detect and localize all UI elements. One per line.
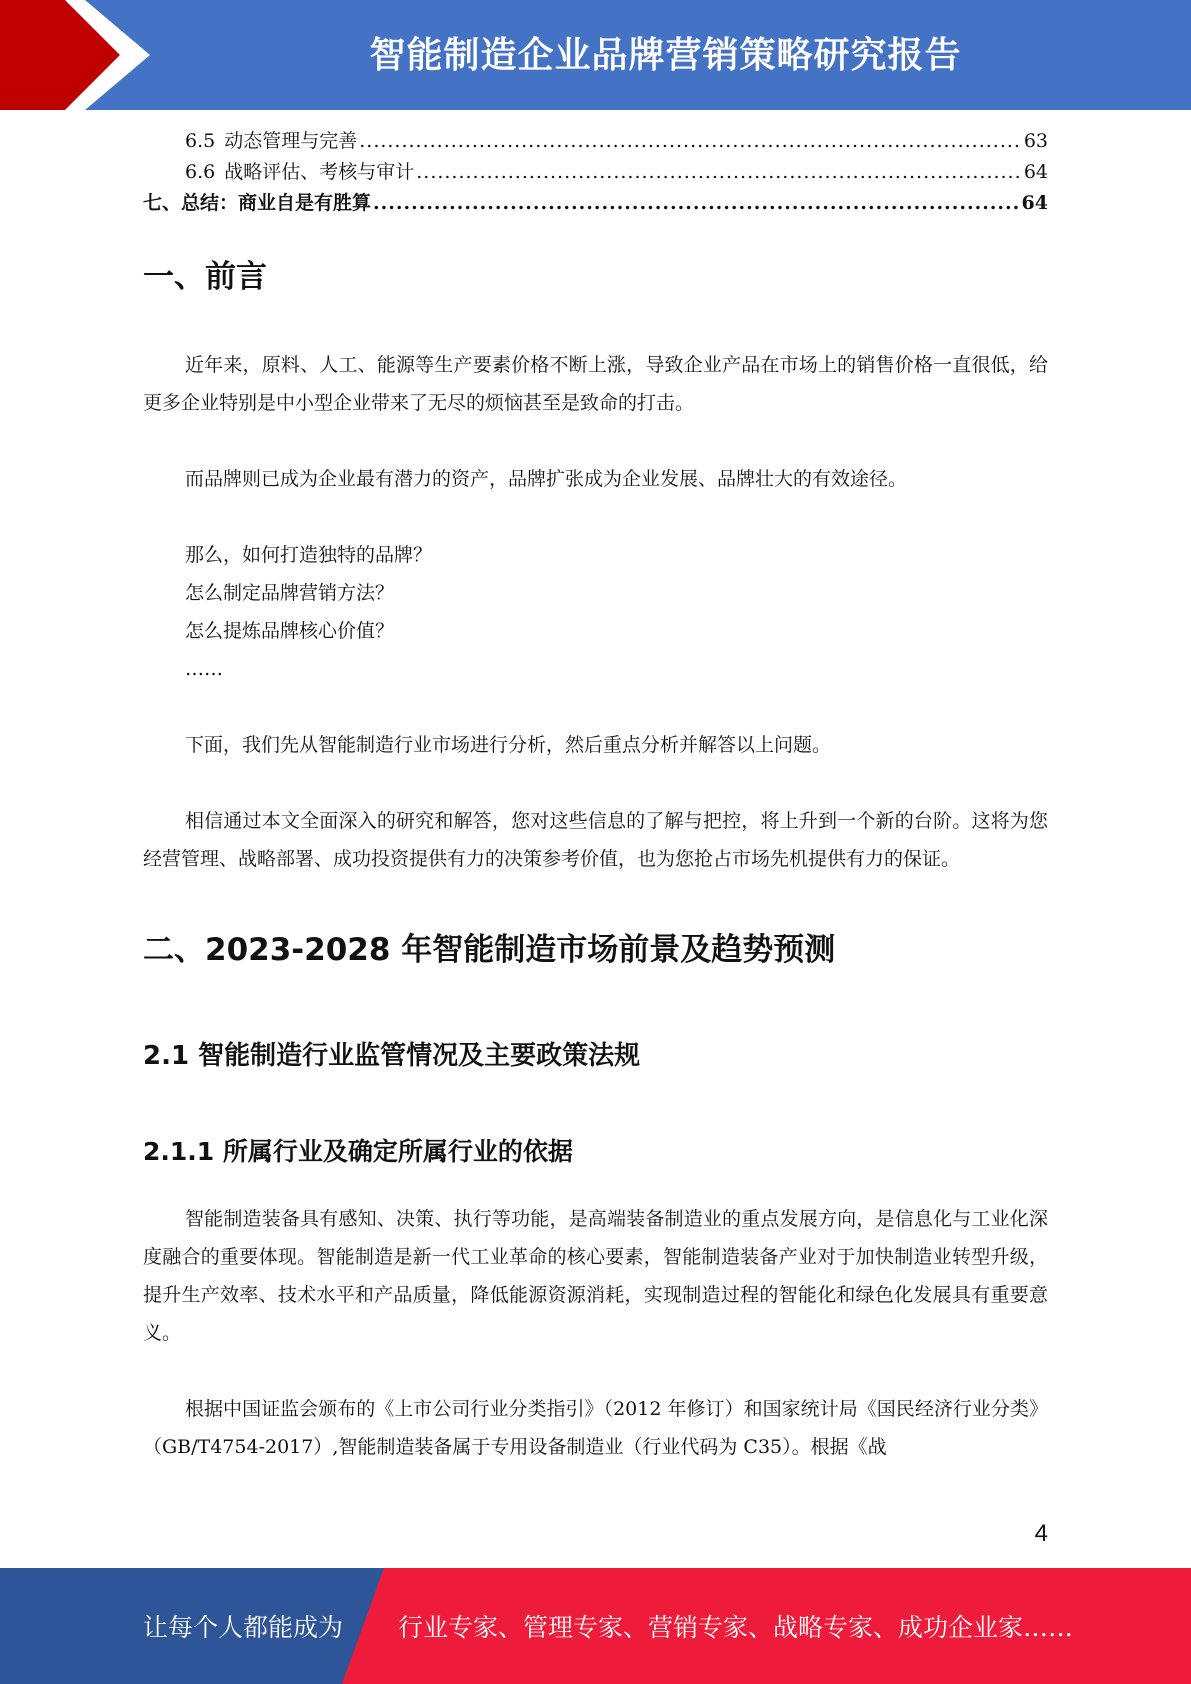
toc-entry-number: 6.5 bbox=[185, 130, 216, 152]
question-item: 怎么制定品牌营销方法？ bbox=[185, 582, 395, 604]
toc-entry[interactable] bbox=[143, 188, 1048, 219]
paragraph: 近年来，原料、人工、能源等生产要素价格不断上涨，导致企业产品在市场上的销售价格一直很低，给更多企业特别是中小型企业带来了无尽的烦恼甚至是致命的打击。 bbox=[143, 354, 1048, 414]
toc-entry-text: 七、总结：商业自是有胜算 bbox=[143, 192, 372, 214]
question-item: 那么，如何打造独特的品牌？ bbox=[185, 544, 433, 566]
footer-slogan-left: 让每个人都能成为 bbox=[143, 1613, 344, 1642]
question-item: 怎么提炼品牌核心价值？ bbox=[185, 620, 395, 642]
footer-slogan-right: 行业专家、管理专家、营销专家、战略专家、成功企业家…… bbox=[398, 1613, 1074, 1642]
question-item: …… bbox=[185, 658, 223, 680]
page-header bbox=[0, 0, 1191, 110]
subsubsection-heading: 2.1.1 所属行业及确定所属行业的依据 bbox=[143, 1137, 573, 1166]
paragraph: 智能制造装备具有感知、决策、执行等功能，是高端装备制造业的重点发展方向，是信息化与工业化深度融合的重要体现。智能制造是新一代工业革命的核心要素，智能制造装备产业对于加快制造业转型升级，提升生产效率、技术水平和产品质量，降低能源资源消耗，实现制造过程的智能化和绿色化发展具有重要意义。 bbox=[143, 1208, 1048, 1344]
paragraph: 相信通过本文全面深入的研究和解答，您对这些信息的了解与把控，将上升到一个新的台阶。这将为您经营管理、战略部署、成功投资提供有力的决策参考价值，也为您抢占市场先机提供有力的保证。 bbox=[143, 810, 1048, 870]
section-heading-preface: 一、前言 bbox=[143, 259, 267, 295]
toc-leader-dots bbox=[359, 126, 1022, 157]
question-list bbox=[143, 536, 1048, 688]
page-footer bbox=[0, 1568, 1191, 1684]
subsection-heading: 2.1 智能制造行业监管情况及主要政策法规 bbox=[143, 1041, 641, 1071]
header-chevron-decoration bbox=[0, 0, 150, 110]
toc-section bbox=[143, 126, 1048, 219]
toc-entry-page: 64 bbox=[1023, 161, 1048, 183]
toc-leader-dots bbox=[416, 157, 1022, 188]
document-body bbox=[143, 126, 1048, 1466]
header-title: 智能制造企业品牌营销策略研究报告 bbox=[369, 34, 962, 76]
toc-entry-text: 动态管理与完善 bbox=[224, 130, 358, 152]
paragraph: 根据中国证监会颁布的《上市公司行业分类指引》（2012 年修订）和国家统计局《国民经济行业分类》（GB/T4754-2017）,智能制造装备属于专用设备制造业（行业代码为 C35）。根据《战 bbox=[143, 1398, 1048, 1458]
page-number: 4 bbox=[1034, 1520, 1048, 1547]
toc-entry[interactable] bbox=[143, 126, 1048, 157]
toc-entry-page: 63 bbox=[1023, 130, 1048, 152]
paragraph: 而品牌则已成为企业最有潜力的资产，品牌扩张成为企业发展、品牌壮大的有效途径。 bbox=[185, 468, 908, 490]
paragraph: 下面，我们先从智能制造行业市场进行分析，然后重点分析并解答以上问题。 bbox=[185, 734, 832, 756]
toc-entry-number: 6.6 bbox=[185, 161, 216, 183]
toc-entry[interactable] bbox=[143, 157, 1048, 188]
toc-leader-dots bbox=[373, 188, 1020, 219]
section-heading-market-outlook: 二、2023-2028 年智能制造市场前景及趋势预测 bbox=[143, 932, 836, 968]
toc-entry-text: 战略评估、考核与审计 bbox=[224, 161, 415, 183]
toc-entry-page: 64 bbox=[1021, 192, 1048, 214]
